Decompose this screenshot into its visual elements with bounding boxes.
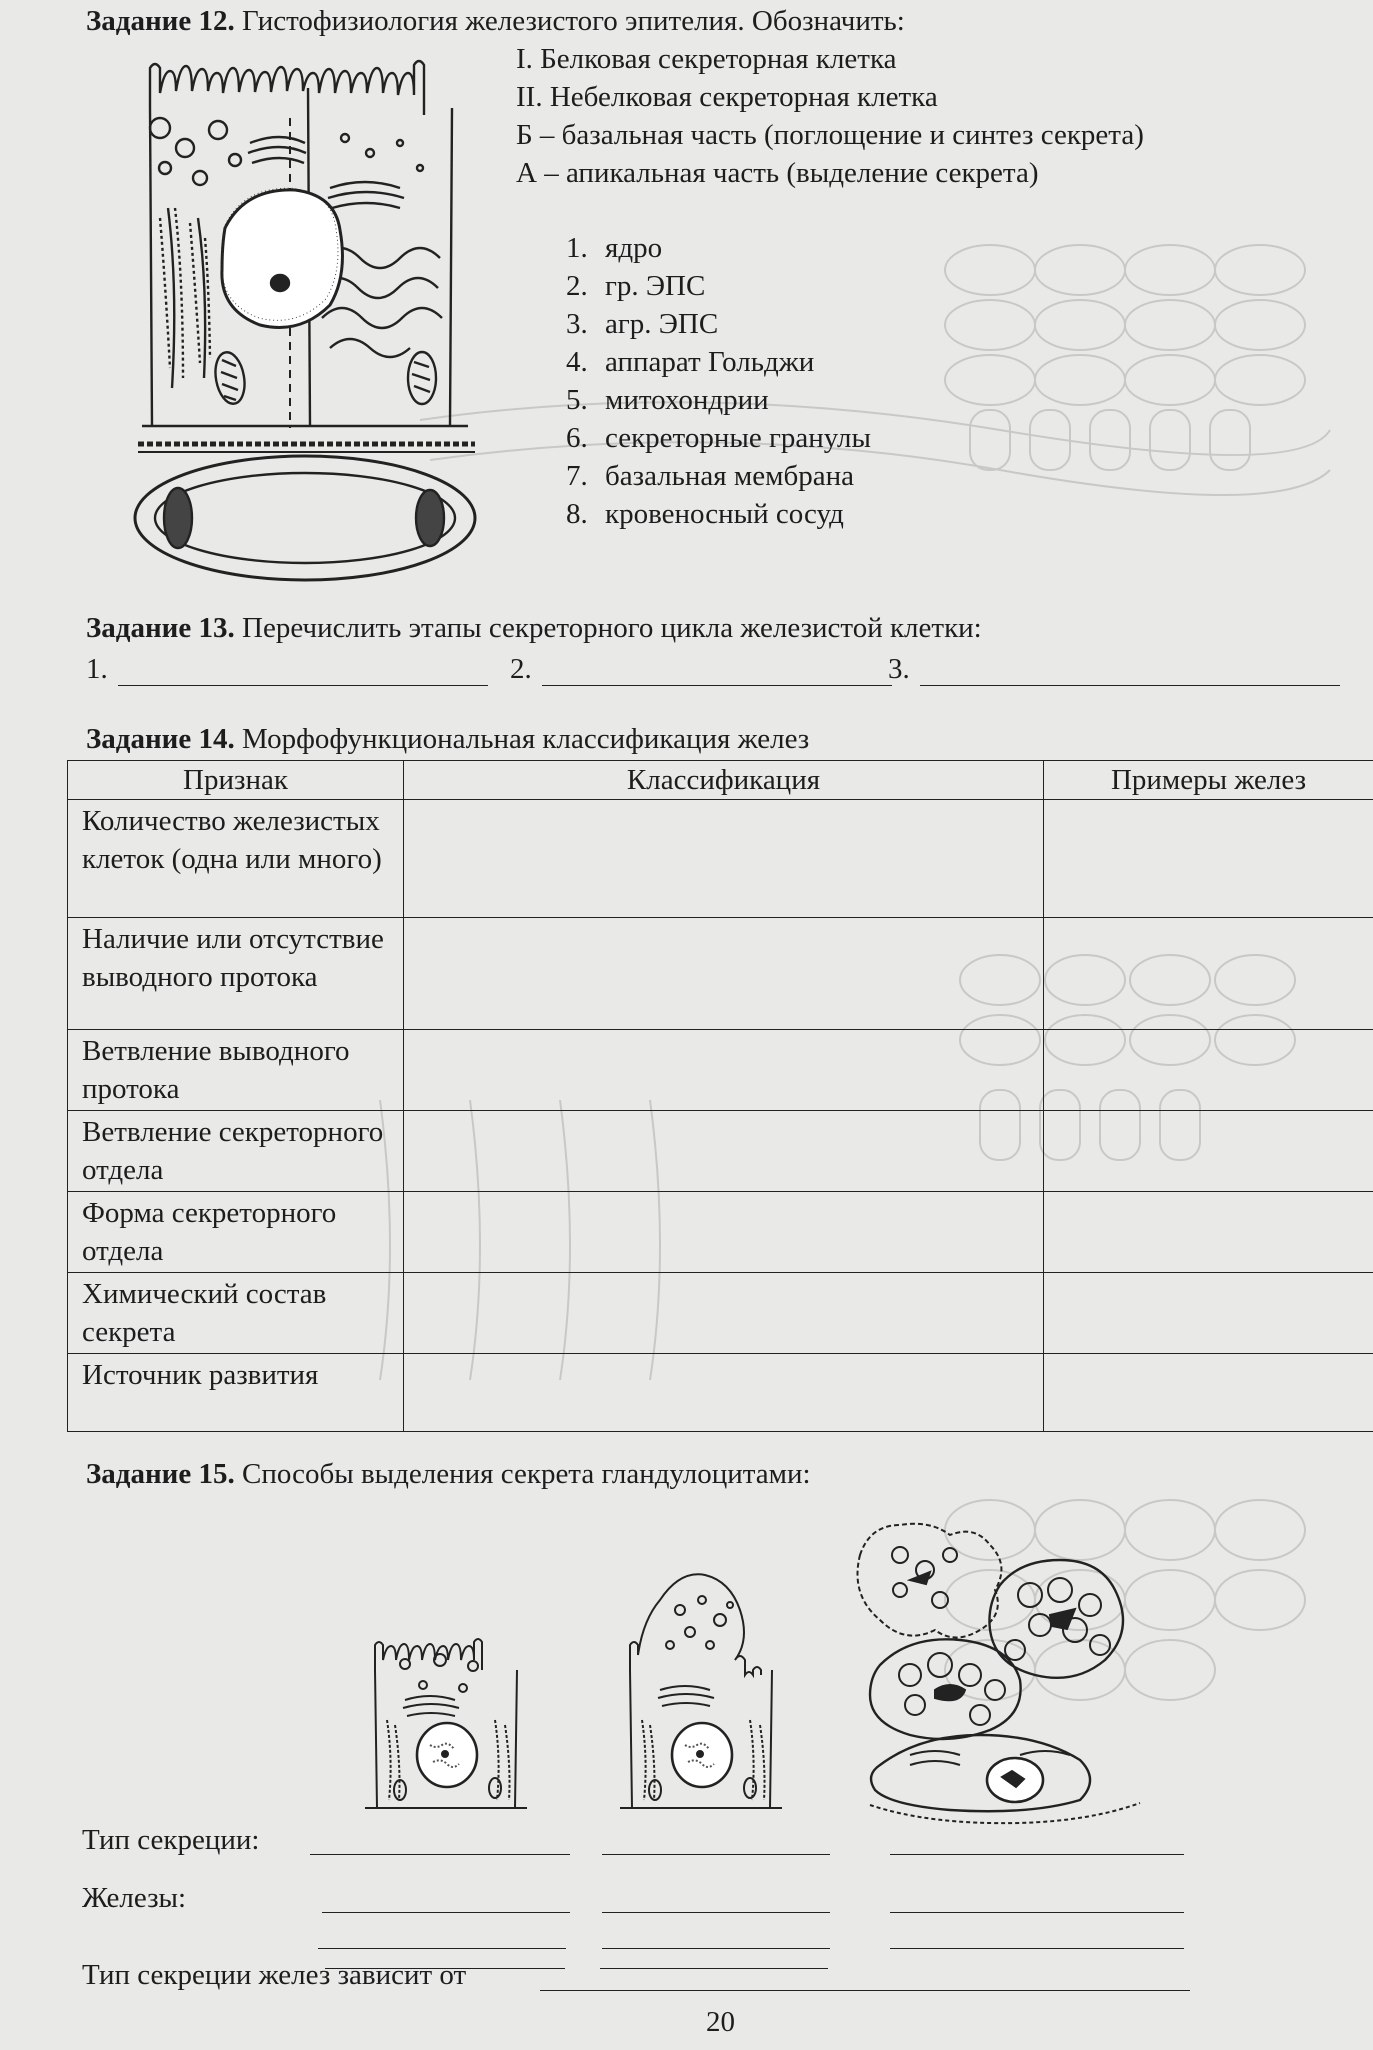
classification-cell[interactable] bbox=[404, 918, 1044, 1030]
task12-legend-1: I. Белковая секреторная клетка bbox=[516, 43, 897, 75]
classification-cell[interactable] bbox=[404, 800, 1044, 918]
column-header-classification: Классификация bbox=[404, 761, 1044, 800]
examples-cell[interactable] bbox=[1044, 918, 1373, 1030]
row-sign: Источник развития bbox=[68, 1354, 404, 1432]
table-row bbox=[68, 1111, 1373, 1192]
row-sign: Ветвление выводного протока bbox=[68, 1030, 404, 1111]
task15-heading: Задание 15. bbox=[86, 1458, 235, 1490]
task12-item-7: 7. базальная мембрана bbox=[566, 460, 854, 492]
task12-item-3: 3. агр. ЭПС bbox=[566, 308, 719, 340]
task12-item-2: 2. гр. ЭПС bbox=[566, 270, 706, 302]
examples-cell[interactable] bbox=[1044, 1192, 1373, 1273]
table-header-row bbox=[68, 761, 1373, 800]
task12-legend-3: Б – базальная часть (поглощение и синтез секрета) bbox=[516, 119, 1144, 151]
glands-blank-merocrine-1[interactable] bbox=[322, 1884, 570, 1913]
depends-label: Тип секреции желез зависит от bbox=[82, 1959, 467, 1991]
glands-blank-apocrine-1[interactable] bbox=[602, 1884, 830, 1913]
task13-blank-3[interactable]: 3. bbox=[888, 652, 1340, 686]
task12-legend-2: II. Небелковая секреторная клетка bbox=[516, 81, 938, 113]
task14-heading: Задание 14. bbox=[86, 723, 235, 755]
depends-blank[interactable] bbox=[540, 1962, 1190, 1991]
classification-cell[interactable] bbox=[404, 1111, 1044, 1192]
task13-blank-1[interactable]: 1. bbox=[86, 652, 488, 686]
row-sign: Ветвление секреторного отдела bbox=[68, 1111, 404, 1192]
secretion-type-blank-apocrine[interactable] bbox=[602, 1826, 830, 1855]
task12-header bbox=[86, 4, 905, 38]
table-row bbox=[68, 1030, 1373, 1111]
secretion-type-blank-merocrine[interactable] bbox=[310, 1826, 570, 1855]
examples-cell[interactable] bbox=[1044, 1273, 1373, 1354]
examples-cell[interactable] bbox=[1044, 800, 1373, 918]
classification-cell[interactable] bbox=[404, 1354, 1044, 1432]
task12-title: Гистофизиология железистого эпителия. Обозначить: bbox=[242, 5, 905, 37]
task14-title: Морфофункциональная классификация желез bbox=[242, 723, 810, 755]
examples-cell[interactable] bbox=[1044, 1030, 1373, 1111]
secretion-type-blank-holocrine[interactable] bbox=[890, 1826, 1184, 1855]
task13-title: Перечислить этапы секреторного цикла железистой клетки: bbox=[242, 612, 982, 644]
classification-table bbox=[67, 760, 1373, 1432]
task15-header bbox=[86, 1457, 811, 1491]
glands-blank-holocrine-1[interactable] bbox=[890, 1884, 1184, 1913]
classification-cell[interactable] bbox=[404, 1273, 1044, 1354]
table-row bbox=[68, 918, 1373, 1030]
table-row bbox=[68, 1354, 1373, 1432]
glands-label: Железы: bbox=[82, 1882, 187, 1914]
secretory-cell-figure bbox=[130, 48, 490, 593]
row-sign: Наличие или отсутствие выводного протока bbox=[68, 918, 404, 1030]
table-row bbox=[68, 800, 1373, 918]
task12-item-8: 8. кровеносный сосуд bbox=[566, 498, 844, 530]
row-sign: Форма секреторного отдела bbox=[68, 1192, 404, 1273]
task13-blank-2[interactable]: 2. bbox=[510, 652, 892, 686]
task15-title: Способы выделения секрета гландулоцитами: bbox=[242, 1458, 811, 1490]
task12-legend-4: А – апикальная часть (выделение секрета) bbox=[516, 157, 1039, 189]
examples-cell[interactable] bbox=[1044, 1111, 1373, 1192]
task12-item-5: 5. митохондрии bbox=[566, 384, 769, 416]
task12-item-4: 4. аппарат Гольджи bbox=[566, 346, 815, 378]
column-header-examples: Примеры желез bbox=[1044, 761, 1373, 800]
holocrine-cells-figure bbox=[840, 1515, 1160, 1835]
secretion-type-label: Тип секреции: bbox=[82, 1824, 260, 1856]
task14-header bbox=[86, 722, 809, 756]
classification-cell[interactable] bbox=[404, 1192, 1044, 1273]
apocrine-cell-figure bbox=[610, 1570, 795, 1830]
examples-cell[interactable] bbox=[1044, 1354, 1373, 1432]
task12-item-6: 6. секреторные гранулы bbox=[566, 422, 871, 454]
task12-heading: Задание 12. bbox=[86, 5, 235, 37]
classification-cell[interactable] bbox=[404, 1030, 1044, 1111]
glands-blank-holocrine-2[interactable] bbox=[890, 1920, 1184, 1949]
page-number: 20 bbox=[706, 2006, 735, 2038]
column-header-sign: Признак bbox=[68, 761, 404, 800]
task13-header bbox=[86, 611, 982, 645]
row-sign: Количество железистых клеток (одна или много) bbox=[68, 800, 404, 918]
table-row bbox=[68, 1273, 1373, 1354]
table-row bbox=[68, 1192, 1373, 1273]
merocrine-cell-figure bbox=[355, 1630, 540, 1830]
task12-item-1: 1. ядро bbox=[566, 232, 663, 264]
task13-heading: Задание 13. bbox=[86, 612, 235, 644]
row-sign: Химический состав секрета bbox=[68, 1273, 404, 1354]
